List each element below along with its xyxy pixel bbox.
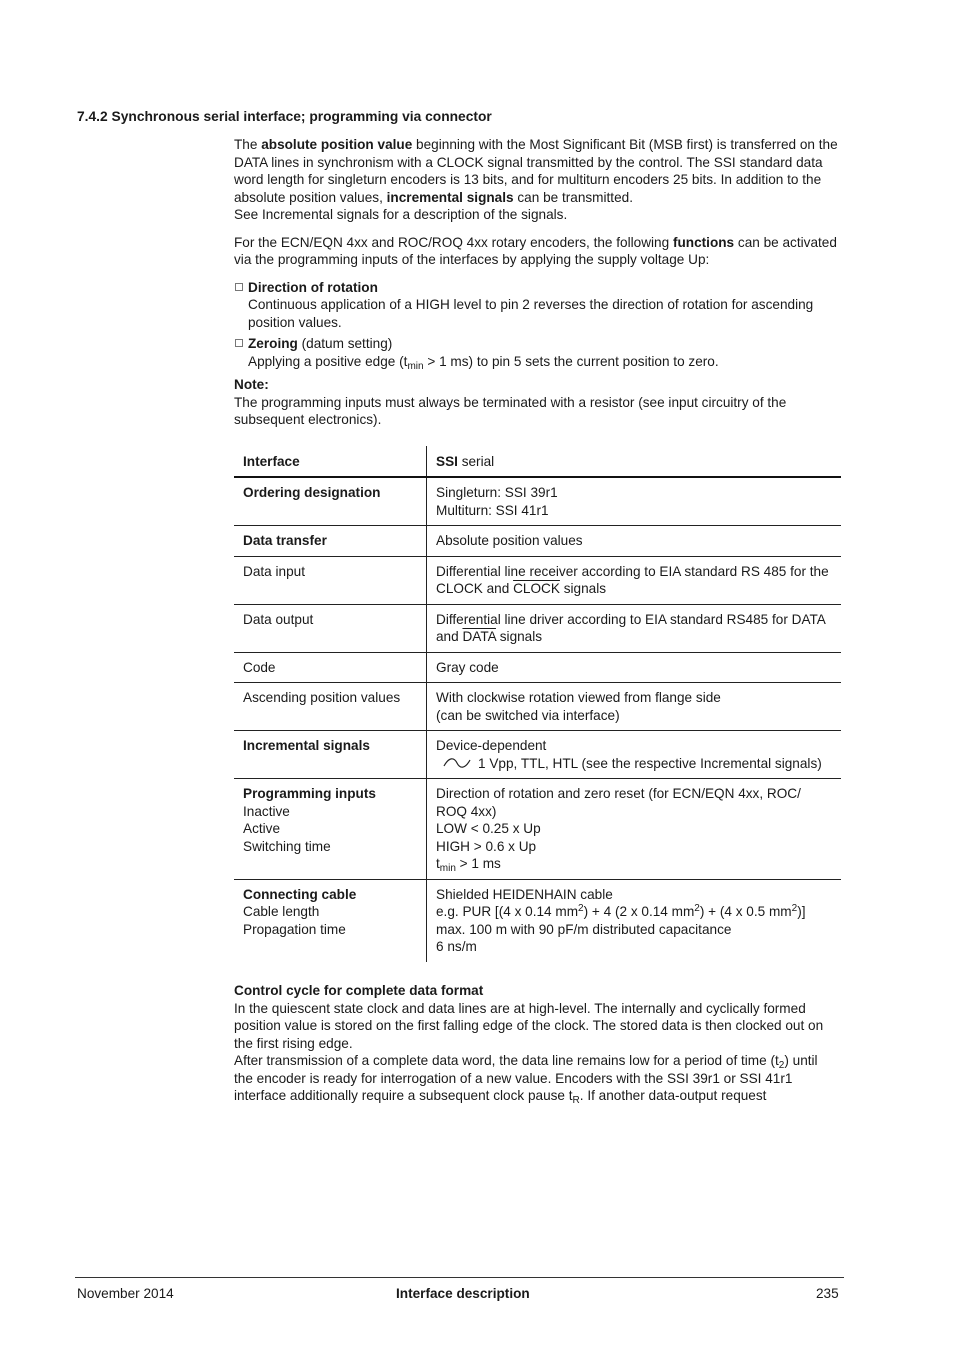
text: 1 Vpp, TTL, HTL (see the respective Incremental signals): [478, 755, 822, 771]
text: ) + 4 (2 x 0.14 mm: [583, 904, 695, 919]
text: Inactive: [243, 803, 290, 819]
text: can be transmitted.: [513, 189, 633, 205]
text: [436, 903, 832, 921]
paragraph: [234, 1052, 840, 1105]
row-value: [427, 683, 842, 731]
text: Propagation time: [243, 921, 346, 937]
text: After transmission of a complete data word, the data line remains low for a period of time (t: [234, 1053, 779, 1068]
intro-content: [234, 136, 840, 439]
row-label: [234, 779, 427, 880]
table-row: [234, 879, 841, 962]
square-bullet-icon: [235, 339, 243, 347]
text: Switching time: [243, 838, 331, 854]
footer-title: Interface description: [396, 1286, 530, 1301]
table-row: [234, 477, 841, 526]
text: (can be switched via interface): [436, 707, 620, 723]
bullet-title: Direction of rotation: [248, 279, 378, 295]
text: Direction of rotation and zero reset (for ECN/EQN 4xx, ROC/ ROQ 4xx): [436, 786, 801, 819]
function-list: [234, 279, 840, 371]
text: Multiturn: SSI 41r1: [436, 502, 549, 518]
text: Device-dependent: [436, 738, 547, 753]
text: ) until the encoder is ready for interrogation of a new value. Encoders with the SSI 39r1 or SSI 41r1 interface additionally require a subsequent clock pause t: [234, 1053, 818, 1103]
text: See Incremental signals for a description of the signals.: [234, 207, 568, 222]
text: Programming inputs: [243, 786, 376, 801]
subsection-heading: Control cycle for complete data format: [234, 983, 484, 998]
intro-paragraph-1: [234, 136, 840, 224]
ssi-spec-table: [234, 446, 841, 962]
table-row: [234, 683, 841, 731]
table-row: [234, 526, 841, 557]
bold-term: functions: [672, 234, 735, 250]
row-label: Code: [234, 652, 427, 683]
text: SSI: [436, 453, 458, 469]
bullet-suffix: (datum setting): [297, 336, 393, 351]
row-label: Incremental signals: [234, 731, 427, 779]
note-heading: Note:: [234, 377, 269, 392]
list-item: [234, 279, 840, 332]
subscript: 2: [778, 1060, 785, 1071]
sine-wave-icon: [442, 757, 472, 769]
row-value: [427, 556, 842, 604]
text: Singleturn: SSI 39r1: [436, 485, 558, 500]
text: ) + (4 x 0.5 mm: [699, 904, 792, 919]
text: signals: [559, 581, 607, 596]
text: max. 100 m with 90 pF/m distributed capacitance: [436, 921, 732, 937]
text: HIGH > 0.6 x Up: [436, 838, 537, 854]
bullet-title: Zeroing: [248, 336, 298, 351]
text: Shielded HEIDENHAIN cable: [436, 886, 613, 902]
superscript: 2: [694, 903, 700, 914]
intro-paragraph-2: [234, 234, 840, 269]
note-text: The programming inputs must always be terminated with a resistor (see input circuitry of the subsequent electronics).: [234, 394, 787, 427]
header-cell-ssi: [427, 446, 842, 477]
table-row: [234, 556, 841, 604]
overlined-text: CLOCK: [513, 581, 560, 596]
text: 6 ns/m: [436, 939, 477, 954]
text: beginning with the Most Significant Bit (MSB first) is transferred on the DATA lines in synchronism with a CLOCK signal transmitted by the control. The SSI standard data word length for singleturn encoders is 13 bits, and for multiturn encoders 25 bits. In addition to the absolute position values,: [234, 137, 838, 205]
text: Cable length: [243, 904, 320, 919]
text: [436, 855, 832, 873]
subscript: R: [572, 1095, 580, 1106]
text: The: [234, 137, 262, 152]
paragraph: In the quiescent state clock and data lines are at high-level. The internally and cyclically formed position value is stored on the first falling edge of the clock. The stored data is then clocked out on the first rising edge.: [234, 1000, 824, 1051]
text: )]: [797, 904, 806, 919]
text: Differential line driver according to EIA standard RS485 for DATA and: [436, 611, 826, 644]
row-value: [427, 879, 842, 962]
text: Connecting cable: [243, 886, 357, 902]
table-header-row: [234, 446, 841, 477]
text: With clockwise rotation viewed from flange side: [436, 690, 721, 705]
footer-date: November 2014: [77, 1286, 174, 1301]
bullet-text: Continuous application of a HIGH level to pin 2 reverses the direction of rotation for ascending position values.: [248, 297, 814, 330]
header-cell-interface: Interface: [234, 446, 427, 477]
bullet-text: > 1 ms) to pin 5 sets the current position to zero.: [423, 353, 719, 369]
bullet-text: Applying a positive edge (t: [248, 353, 408, 369]
square-bullet-icon: [235, 283, 243, 291]
row-label: Ordering designation: [234, 477, 427, 526]
incremental-line: [436, 755, 832, 773]
section-title: 7.4.2 Synchronous serial interface; programming via connector: [77, 109, 492, 124]
text: . If another data-output request: [579, 1088, 767, 1103]
row-label: Data transfer: [234, 526, 427, 557]
row-label: [234, 879, 427, 962]
row-value: Gray code: [427, 652, 842, 683]
row-value: [427, 779, 842, 880]
text: Active: [243, 821, 281, 836]
text: signals: [495, 629, 543, 644]
page-number: 235: [816, 1286, 839, 1301]
row-value: [427, 731, 842, 779]
table-row: [234, 652, 841, 683]
row-label: Data input: [234, 556, 427, 604]
text: > 1 ms: [455, 856, 501, 871]
table-row: [234, 779, 841, 880]
row-label: Ascending position values: [234, 683, 427, 731]
text: LOW < 0.25 x Up: [436, 821, 541, 836]
subscript: min: [439, 863, 456, 874]
overlined-text: DATA: [462, 629, 496, 644]
text: e.g. PUR [(4 x 0.14 mm: [436, 904, 579, 919]
row-label: Data output: [234, 604, 427, 652]
footer-divider: [75, 1277, 844, 1278]
text: t: [436, 856, 440, 871]
list-item: [234, 335, 840, 370]
row-value: [427, 604, 842, 652]
text: can be activated via the programming inputs of the interfaces by applying the supply voltage Up:: [234, 234, 837, 267]
text: For the ECN/EQN 4xx and ROC/ROQ 4xx rotary encoders, the following: [234, 234, 673, 250]
subscript: min: [407, 360, 424, 372]
text: serial: [457, 453, 495, 469]
note: [234, 376, 840, 429]
table-row: [234, 604, 841, 652]
bold-term: absolute position value: [261, 137, 413, 152]
control-cycle-section: [234, 982, 840, 1105]
text: Differential line receiver according to EIA standard RS 485 for the CLOCK and: [436, 563, 829, 596]
row-value: Absolute position values: [427, 526, 842, 557]
table-row: [234, 731, 841, 779]
superscript: 2: [578, 903, 584, 914]
superscript: 2: [791, 903, 798, 914]
bold-term: incremental signals: [386, 189, 514, 205]
row-value: [427, 477, 842, 526]
